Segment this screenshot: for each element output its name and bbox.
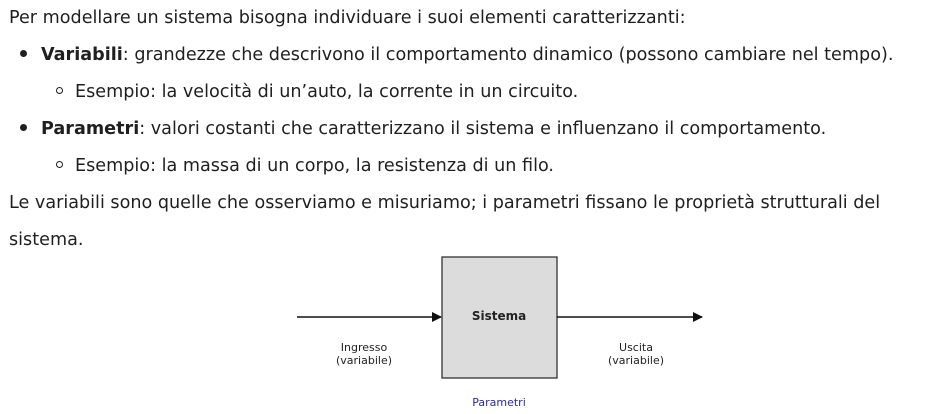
input-sublabel: (variabile): [335, 354, 393, 367]
desc-parametri: : valori costanti che caratterizzano il sistema e influenzano il comportamento.: [139, 119, 827, 139]
conclusion-line-2: sistema.: [9, 230, 84, 250]
term-parametri: Parametri: [41, 119, 140, 139]
intro-paragraph: Per modellare un sistema bisogna individuare i suoi elementi caratterizzanti:: [9, 8, 686, 28]
example-variabili: Esempio: la velocità di un’auto, la corrente in un circuito.: [75, 82, 579, 102]
output-label: Uscita: [619, 341, 653, 354]
output-sublabel: (variabile): [607, 354, 665, 367]
input-label: Ingresso: [340, 341, 388, 354]
desc-variabili: : grandezze che descrivono il comportamento dinamico (possono cambiare nel tempo).: [122, 45, 894, 65]
system-label: Sistema: [471, 309, 527, 323]
conclusion-line-1: Le variabili sono quelle che osserviamo e misuriamo; i parametri fissano le proprietà strutturali del: [9, 193, 881, 213]
parameters-label: Parametri: [472, 396, 526, 409]
term-variabili: Variabili: [41, 45, 123, 65]
example-parametri: Esempio: la massa di un corpo, la resistenza di un filo.: [75, 156, 554, 176]
